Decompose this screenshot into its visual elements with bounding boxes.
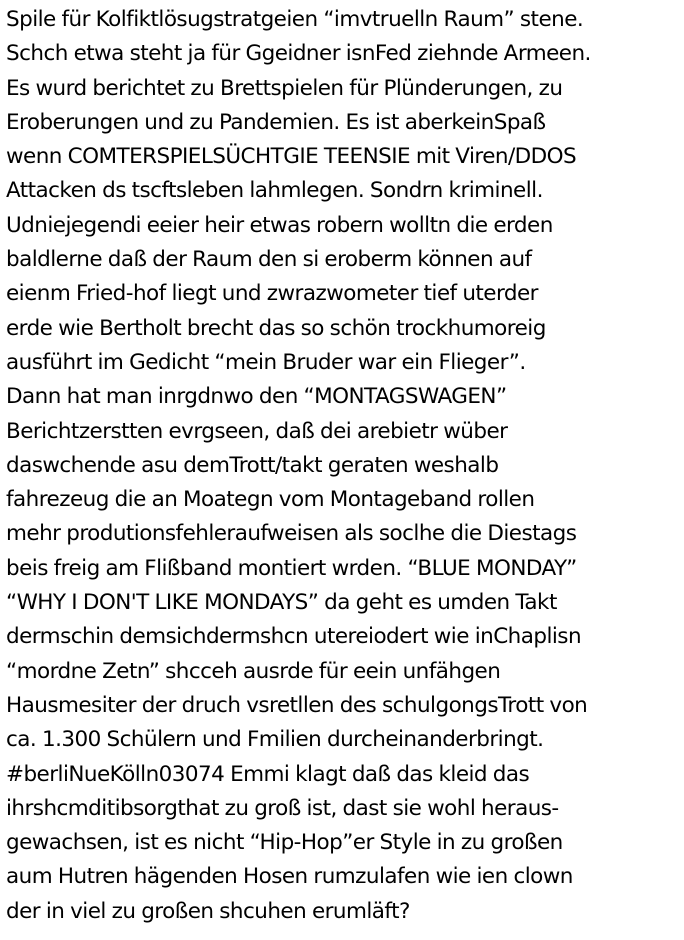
text-line: Attacken ds tscftsleben lahmlegen. Sondrn kriminell. xyxy=(6,178,543,204)
text-line: der in viel zu großen shcuhen erumläft? xyxy=(6,898,410,924)
text-line: gewachsen, ist es nicht “Hip-Hop”er Style in zu großen xyxy=(6,830,563,856)
text-line: beis freig am Flißband montiert wrden. “BLUE MONDAY” xyxy=(6,555,577,581)
text-line: ihrshcmditibsorgthat zu groß ist, dast sie wohl heraus- xyxy=(6,795,559,821)
text-line: dermschin demsichdermshcn utereiodert wie inChaplisn xyxy=(6,624,582,650)
text-line: #berliNueKölln03074 Emmi klagt daß das kleid das xyxy=(6,761,530,787)
text-line: mehr produtionsfehleraufweisen als soclhe die Diestags xyxy=(6,521,577,547)
text-line: Dann hat man inrgdnwo den “MONTAGSWAGEN” xyxy=(6,384,507,410)
text-line: ausführt im Gedicht “mein Bruder war ein Flieger”. xyxy=(6,349,526,375)
text-line: wenn COMTERSPIELSÜCHTGIE TEENSIE mit Viren/DDOS xyxy=(6,144,577,170)
body-text xyxy=(6,3,682,929)
text-line: Berichtzerstten evrgseen, daß dei arebietr wüber xyxy=(6,418,508,444)
text-line: aum Hutren hägenden Hosen rumzulafen wie ien clown xyxy=(6,864,573,890)
text-line: eienm Fried-hof liegt und zwrazwometer tief uterder xyxy=(6,281,538,307)
text-line: baldlerne daß der Raum den si eroberm können auf xyxy=(6,247,532,273)
text-line: erde wie Bertholt brecht das so schön trockhumoreig xyxy=(6,315,546,341)
text-line: “WHY I DON'T LIKE MONDAYS” da geht es umden Takt xyxy=(6,590,557,616)
text-line: Schch etwa steht ja für Ggeidner isnFed ziehnde Armeen. xyxy=(6,41,591,67)
text-line: daswchende asu demTrott/takt geraten weshalb xyxy=(6,452,499,478)
text-line: Es wurd berichtet zu Brettspielen für Plünderungen, zu xyxy=(6,75,563,101)
text-line: fahrezeug die an Moategn vom Montageband rollen xyxy=(6,487,535,513)
text-line: Spile für Kolfiktlösugstratgeien “imvtruelln Raum” stene. xyxy=(6,7,584,32)
text-line: Eroberungen und zu Pandemien. Es ist aberkeinSpaß xyxy=(6,109,546,135)
text-line: “mordne Zetn” shcceh ausrde für eein unfähgen xyxy=(6,658,501,684)
text-line: Hausmesiter der druch vsretllen des schulgongsTrott von xyxy=(6,692,588,718)
text-line: ca. 1.300 Schülern und Fmilien durcheinanderbringt. xyxy=(6,727,544,753)
text-line: Udniejegendi eeier heir etwas robern wolltn die erden xyxy=(6,212,553,238)
